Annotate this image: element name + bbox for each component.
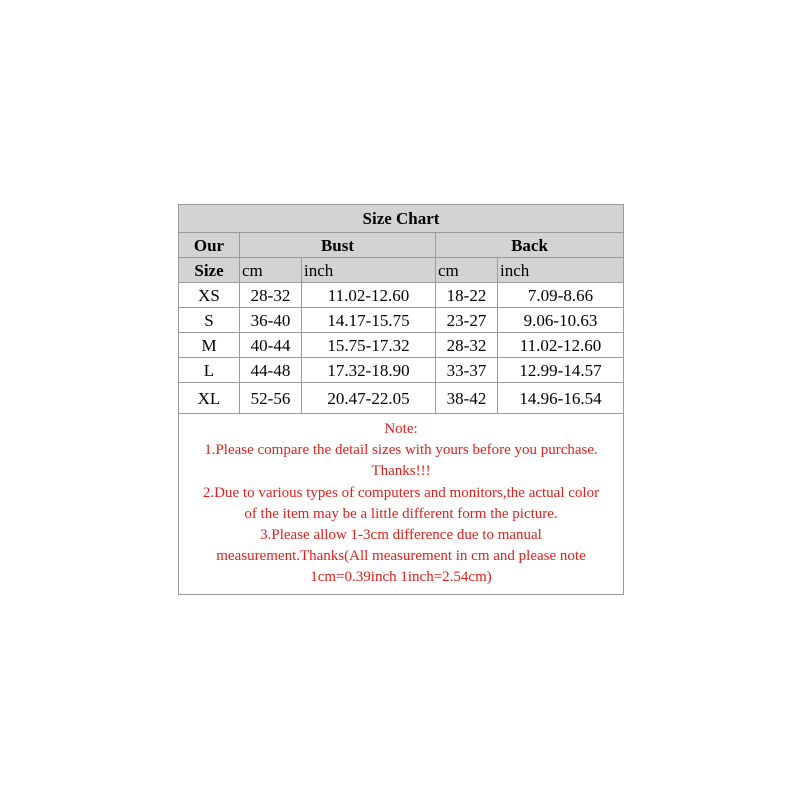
- group-header-row: [179, 233, 624, 258]
- bust-inch-cell: 20.47-22.05: [302, 383, 436, 414]
- size-chart-table: [178, 204, 624, 595]
- bust-cm-cell: 28-32: [240, 283, 302, 308]
- size-header-size: Size: [179, 258, 240, 283]
- bust-inch-cell: 11.02-12.60: [302, 283, 436, 308]
- bust-cm-cell: 52-56: [240, 383, 302, 414]
- note-line: 3.Please allow 1-3cm difference due to manual: [260, 527, 542, 544]
- back-inch-cell: 14.96-16.54: [498, 383, 624, 414]
- note-row: [179, 414, 624, 595]
- size-chart-title: Size Chart: [179, 205, 624, 233]
- bust-inch-cell: 14.17-15.75: [302, 308, 436, 333]
- bust-cm-unit: cm: [240, 258, 302, 283]
- back-cm-cell: 33-37: [436, 358, 498, 383]
- bust-header: Bust: [240, 233, 436, 258]
- back-inch-unit: inch: [498, 258, 624, 283]
- back-cm-cell: 28-32: [436, 333, 498, 358]
- table-row: [179, 308, 624, 333]
- back-inch-cell: 12.99-14.57: [498, 358, 624, 383]
- back-cm-unit: cm: [436, 258, 498, 283]
- size-cell: XS: [179, 283, 240, 308]
- table-row: [179, 358, 624, 383]
- back-header: Back: [436, 233, 624, 258]
- bust-cm-cell: 40-44: [240, 333, 302, 358]
- bust-cm-cell: 36-40: [240, 308, 302, 333]
- back-cm-cell: 23-27: [436, 308, 498, 333]
- title-row: [179, 205, 624, 233]
- note-line: of the item may be a little different form the picture.: [244, 505, 558, 522]
- note-line: 1.Please compare the detail sizes with yours before you purchase.: [204, 442, 598, 459]
- note-line: 2.Due to various types of computers and monitors,the actual color: [202, 484, 600, 501]
- note-heading: Note:: [384, 421, 418, 437]
- size-header-our: Our: [179, 233, 240, 258]
- note-block: [179, 414, 624, 595]
- bust-inch-cell: 15.75-17.32: [302, 333, 436, 358]
- back-cm-cell: 18-22: [436, 283, 498, 308]
- size-cell: L: [179, 358, 240, 383]
- table-row: [179, 333, 624, 358]
- unit-header-row: [179, 258, 624, 283]
- note-line: Thanks!!!: [371, 463, 431, 480]
- back-inch-cell: 7.09-8.66: [498, 283, 624, 308]
- note-line: 1cm=0.39inch 1inch=2.54cm): [310, 569, 492, 586]
- table-row: [179, 283, 624, 308]
- size-cell: XL: [179, 383, 240, 414]
- bust-inch-unit: inch: [302, 258, 436, 283]
- size-cell: M: [179, 333, 240, 358]
- bust-inch-cell: 17.32-18.90: [302, 358, 436, 383]
- back-cm-cell: 38-42: [436, 383, 498, 414]
- table-row: [179, 383, 624, 414]
- back-inch-cell: 11.02-12.60: [498, 333, 624, 358]
- size-cell: S: [179, 308, 240, 333]
- bust-cm-cell: 44-48: [240, 358, 302, 383]
- back-inch-cell: 9.06-10.63: [498, 308, 624, 333]
- note-line: measurement.Thanks(All measurement in cm and please note: [216, 548, 586, 565]
